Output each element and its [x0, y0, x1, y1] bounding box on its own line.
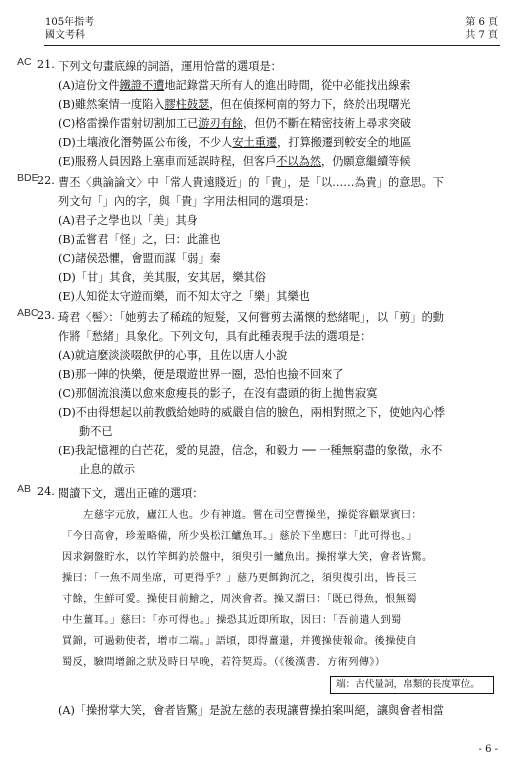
- q23-option-a: (A)就這麼淡淡啜飲伊的心事，且佐以唐人小說: [58, 349, 288, 362]
- q21-number: 21.: [37, 58, 55, 71]
- passage-line: 買錦，可過勅使者，增市二端。」語頃，即得薑還，并獲操使報命。後操使自: [62, 636, 417, 647]
- q22-option-d: (D)「甘」其食，美其服，安其居，樂其俗: [58, 271, 266, 284]
- passage-line: 「今日高會，珍羞略備，所少吳松江鱸魚耳。」慈於下坐應曰：「此可得也。」: [62, 531, 418, 542]
- q22-stem-line1: 曹丕〈典論論文〉中「常人貴遠賤近」的「貴」，是「以……為貴」的意思。下: [58, 176, 444, 189]
- q22-option-b: (B)孟嘗君「怪」之，曰：此誰也: [58, 233, 221, 246]
- q24-option-a-line1: (A)「操拊掌大笑，會者皆驚」是說左慈的表現讓曹操拍案叫絕，讓與會者相當: [58, 704, 444, 717]
- q23-option-d-line2: 動不已: [79, 425, 113, 438]
- q23-option-e-line2: 止息的啟示: [79, 463, 135, 476]
- page-number: - 6 -: [478, 744, 498, 755]
- exam-year: 105年指考: [45, 17, 95, 28]
- page-total: 共 7 頁: [465, 30, 498, 41]
- q21-option-c: (C)格雷操作雷射切割加工已游刃有餘，但仍不斷在精密技術上尋求突破: [58, 117, 411, 130]
- q23-stem-line2: 作將「愁緒」具象化。下列文句，具有此種表現手法的選項是：: [58, 330, 372, 343]
- header-divider: [44, 45, 500, 46]
- q24-stem: 閱讀下文，選出正確的選項：: [58, 487, 204, 500]
- q23-stem-line1: 琦君〈髻〉：「她剪去了稀疏的短髮，又何嘗剪去滿懷的愁緒呢」，以「剪」的動: [58, 311, 444, 324]
- q22-option-e: (E)人知從太守遊而樂，而不知太守之「樂」其樂也: [58, 290, 310, 303]
- passage-line: 因求銅盤貯水，以竹竿餌釣於盤中，須臾引一鱸魚出。操拊掌大笑，會者皆驚。: [62, 552, 433, 563]
- q21-handwritten-answer: AC: [17, 56, 32, 68]
- q23-number: 23.: [37, 309, 55, 322]
- q24-passage: [62, 505, 497, 673]
- page-of: 第 6 頁: [465, 17, 498, 28]
- q22-handwritten-answer: BDE: [17, 172, 39, 184]
- q24-number: 24.: [37, 485, 55, 498]
- q23-option-c: (C)那個流浪漢以愈來愈瘦長的影子，在沒有盡頭的街上拋售寂寞: [58, 387, 378, 400]
- q23-handwritten-answer: ABC: [17, 307, 39, 319]
- passage-line: 操曰：「一魚不周坐席，可更得乎？」慈乃更餌鉤沉之，須臾復引出，皆長三: [62, 573, 417, 584]
- passage-line: 中生薑耳。」慈曰：「亦可得也。」操恐其近即所取，因曰：「吾前遣人到蜀: [62, 615, 402, 626]
- q21-stem: 下列文句畫底線的詞語，運用恰當的選項是：: [58, 60, 282, 73]
- passage-line: 寸餘，生鮮可愛。操使目前鱠之，周浹會者。操又謂曰：「既已得魚，恨無蜀: [62, 594, 417, 605]
- q23-option-e-line1: (E)我記憶裡的白芒花，愛的見證，信念，和毅力 ── 一種無窮盡的象徵，永不: [58, 444, 443, 457]
- q22-number: 22.: [37, 174, 55, 187]
- q24-handwritten-answer: AB: [17, 483, 32, 495]
- q21-option-a: (A)這份文件鐵證不遭地記錄當天所有人的進出時間，從中必能找出線索: [58, 79, 411, 92]
- q23-option-d-line1: (D)不由得想起以前教戲給她時的威嚴自信的臉色，兩相對照之下，使她內心悸: [58, 406, 445, 419]
- exam-header-left: [45, 16, 94, 42]
- q22-option-c: (C)諸侯恐懼，會盟而謀「弱」秦: [58, 252, 221, 265]
- q21-option-e: (E)服務人員因路上塞車而延誤時程，但客戶不以為然，仍願意繼續等候: [58, 155, 411, 168]
- q21-option-b: (B)雖然案情一度陷入膠柱鼓瑟，但在偵探柯南的努力下，終於出現曙光: [58, 98, 411, 111]
- exam-subject: 國文考科: [45, 30, 85, 41]
- passage-line: 蜀反，驗問增錦之狀及時日早晚，若符契焉。（《後漢書．方術列傳》）: [62, 657, 386, 668]
- q22-option-a: (A)君子之學也以「美」其身: [58, 214, 198, 227]
- q21-option-d: (D)土壤液化潛勢區公布後，不少人安土重遷，打算搬遷到較安全的地區: [58, 136, 412, 149]
- passage-line: 左慈字元放，廬江人也。少有神道。嘗在司空曹操坐，操從容顧眾賓曰：: [62, 510, 422, 521]
- q24-note-box: 端：古代量詞，帛類的長度單位。: [330, 676, 494, 694]
- exam-header-right: [465, 16, 498, 42]
- q22-stem-line2: 列文句「」內的字，與「貴」字用法相同的選項是：: [58, 195, 316, 208]
- q23-option-b: (B)那一陣的快樂，便是環遊世界一圈，恐怕也撿不回來了: [58, 368, 344, 381]
